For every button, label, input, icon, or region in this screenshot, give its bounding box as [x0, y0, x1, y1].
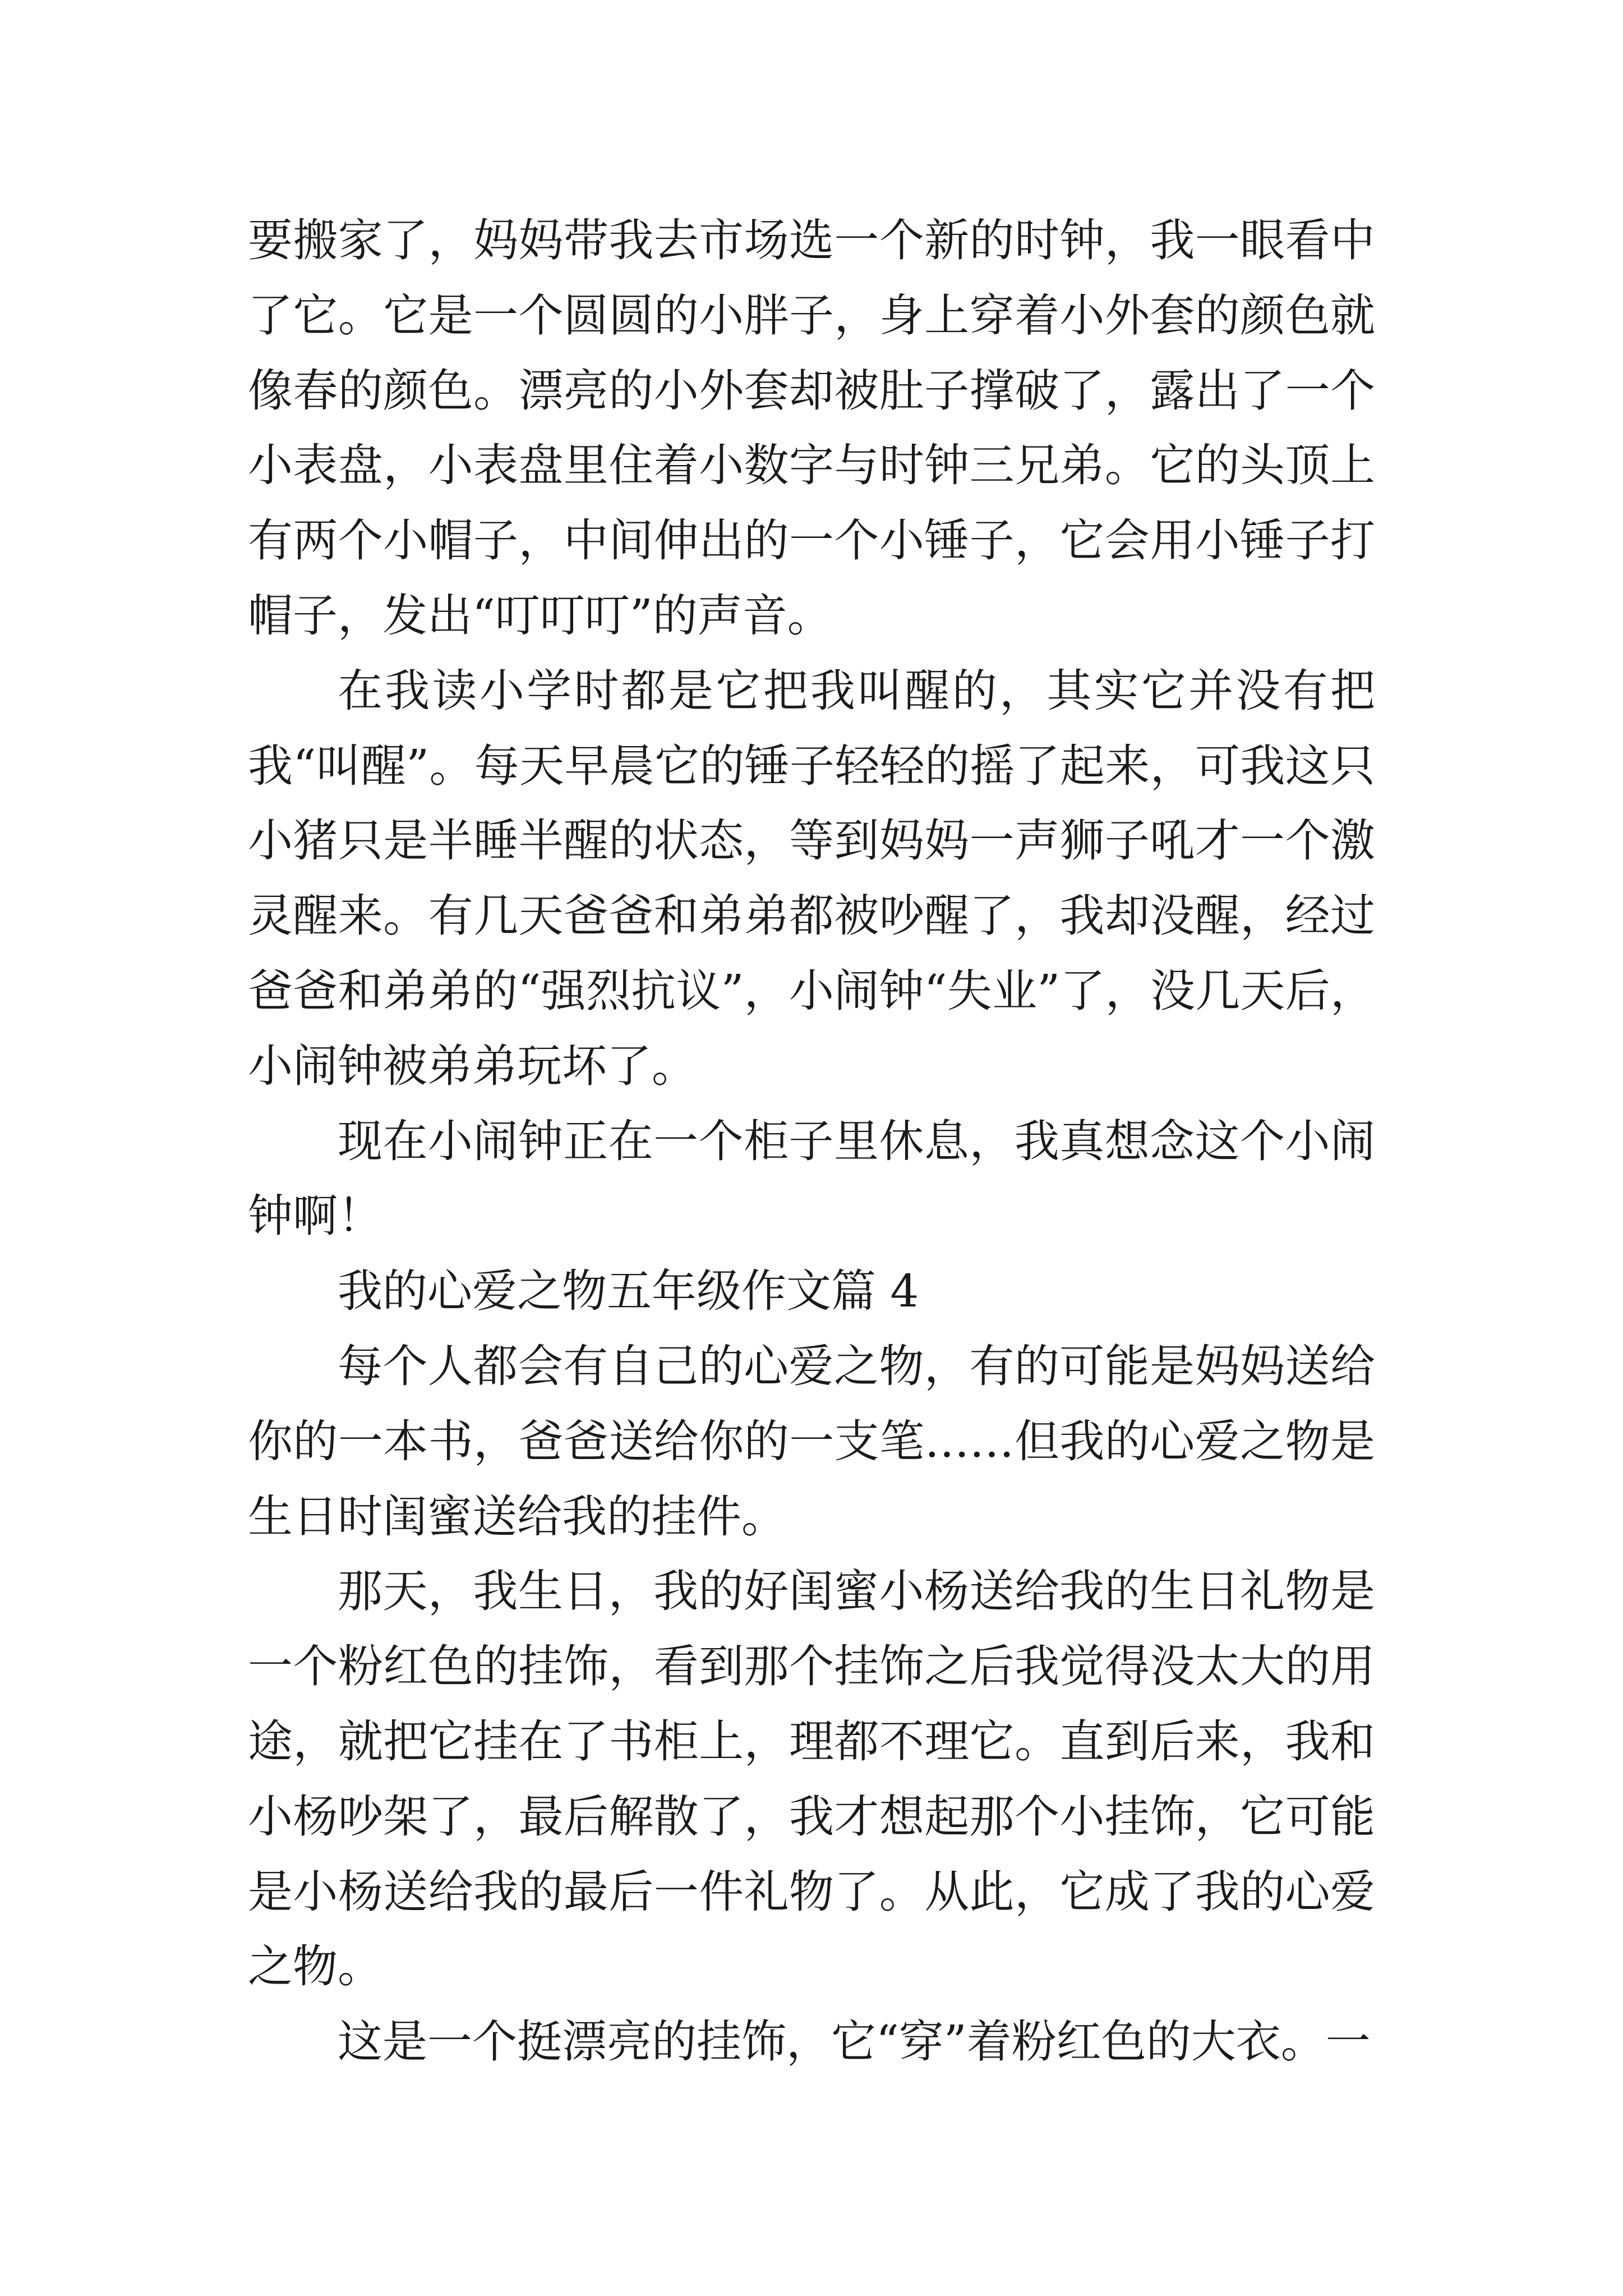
paragraph-continuation: 要搬家了，妈妈带我去市场选一个新的时钟，我一眼看中了它。它是一个圆圆的小胖子，身上穿着小外套的颜色就像春的颜色。漂亮的小外套却被肚子撑破了，露出了一个小表盘，小表盘里住着小数字与时钟三兄弟。它的头顶上有两个小帽子，中间伸出的一个小锤子，它会用小锤子打帽子，发出“叮叮叮”的声音。: [248, 214, 1375, 642]
paragraph-intro: 每个人都会有自己的心爱之物，有的可能是妈妈送给你的一本书，爸爸送给你的一支笔……但我的心爱之物是生日时闺蜜送给我的挂件。: [248, 1340, 1375, 1543]
paragraph-alarm-clock: 在我读小学时都是它把我叫醒的，其实它并没有把我“叫醒”。每天早晨它的锤子轻轻的摇了起来，可我这只小猪只是半睡半醒的状态，等到妈妈一声狮子吼才一个激灵醒来。有几天爸爸和弟弟都被吵醒了，我却没醒，经过爸爸和弟弟的“强烈抗议”，小闹钟“失业”了，没几天后，小闹钟被弟弟玩坏了。: [248, 664, 1375, 1092]
document-body: [248, 203, 1375, 2079]
paragraph-resting-clock: 现在小闹钟正在一个柜子里休息，我真想念这个小闹钟啊！: [248, 1115, 1375, 1243]
paragraph-birthday: 那天，我生日，我的好闺蜜小杨送给我的生日礼物是一个粉红色的挂饰，看到那个挂饰之后我觉得没太大的用途，就把它挂在了书柜上，理都不理它。直到后来，我和小杨吵架了，最后解散了，我才想起那个小挂饰，它可能是小杨送给我的最后一件礼物了。从此，它成了我的心爱之物。: [248, 1565, 1375, 1993]
section-heading: 我的心爱之物五年级作文篇 4: [338, 1265, 919, 1318]
paragraph-description: 这是一个挺漂亮的挂饰，它“穿”着粉红色的大衣。一: [338, 2016, 1371, 2068]
